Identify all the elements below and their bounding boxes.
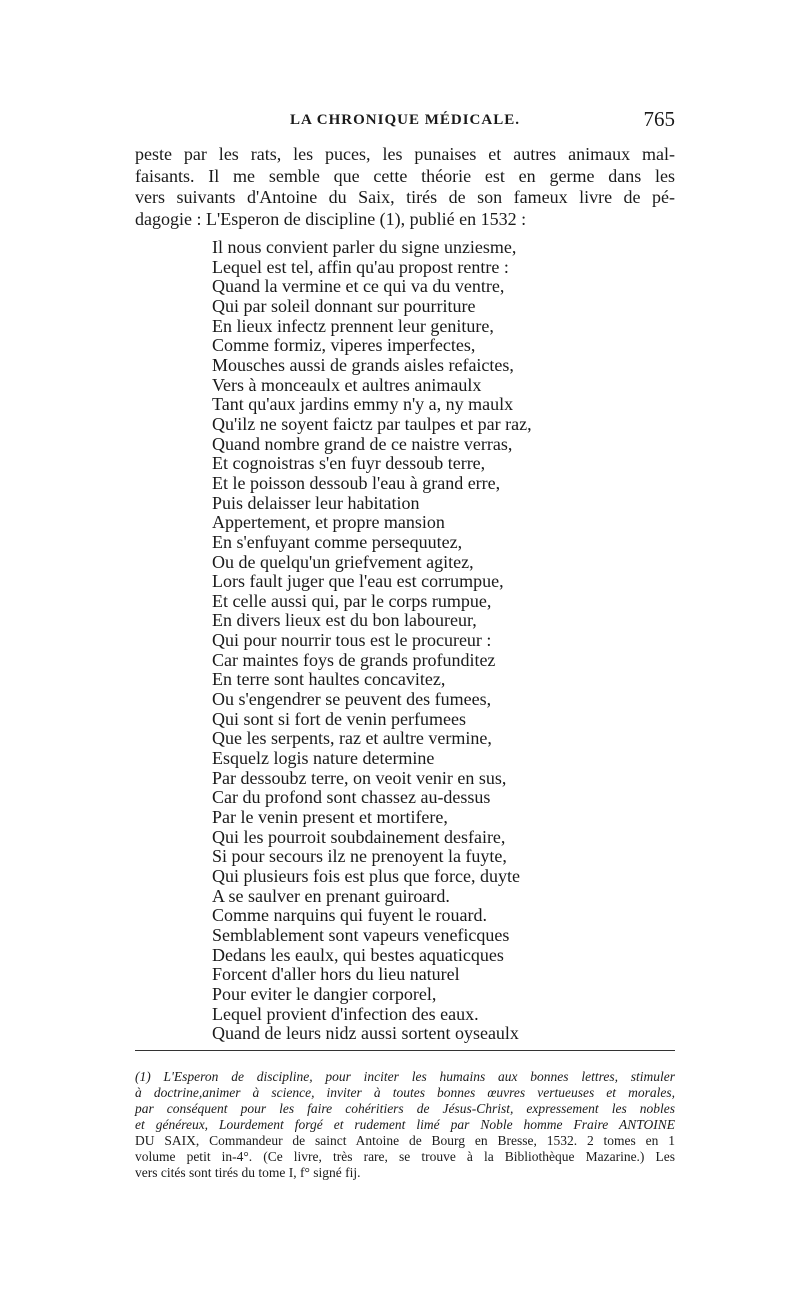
verse-line: Vers à monceaulx et aultres animaulx (212, 374, 482, 395)
footnote-line: vers cités sont tirés du tome I, f° signé fij. (135, 1165, 361, 1180)
intro-line: dagogie : L'Esperon de discipline (1), publié en 1532 : (135, 208, 527, 229)
footnote-line: volume petit in-4°. (Ce livre, très rare, se trouve à la Bibliothèque Mazarine.) Les (135, 1149, 675, 1164)
verse-line: En s'enfuyant comme persequutez, (212, 531, 463, 552)
verse-line: Lequel provient d'infection des eaux. (212, 1003, 479, 1024)
footnote-line: DU SAIX, Commandeur de sainct Antoine de Bourg en Bresse, 1532. 2 tomes en 1 (135, 1133, 675, 1148)
footnote (135, 1069, 675, 1181)
verse-line: En divers lieux est du bon laboureur, (212, 610, 477, 631)
verse-line: Qui pour nourrir tous est le procureur : (212, 630, 492, 651)
verse-line: Car du profond sont chassez au-dessus (212, 787, 491, 808)
intro-line: peste par les rats, les puces, les punaises et autres animaux mal- (135, 144, 675, 164)
verse-line: Quand nombre grand de ce naistre verras, (212, 433, 513, 454)
verse-line: Mousches aussi de grands aisles refaictes, (212, 354, 514, 375)
verse-line: Il nous convient parler du signe unziesme, (212, 237, 517, 257)
verse-line: Qui par soleil donnant sur pourriture (212, 295, 476, 316)
verse-line: Qu'ilz ne soyent faictz par taulpes et par raz, (212, 413, 532, 434)
verse-line: Par dessoubz terre, on veoit venir en sus, (212, 767, 507, 788)
verse-line: Esquelz logis nature determine (212, 748, 435, 769)
verse-line: Et le poisson dessoub l'eau à grand erre, (212, 472, 501, 493)
verse-line: Quand la vermine et ce qui va du ventre, (212, 276, 505, 297)
verse-line: Ou de quelqu'un griefvement agitez, (212, 551, 474, 572)
intro-paragraph (135, 144, 675, 230)
verse-line: Qui les pourroit soubdainement desfaire, (212, 826, 506, 847)
verse-line: Car maintes foys de grands profunditez (212, 649, 496, 670)
footnote-rule (135, 1050, 675, 1051)
verse-line: Dedans les eaulx, qui bestes aquaticques (212, 944, 504, 965)
verse-line: Si pour secours ilz ne prenoyent la fuyte, (212, 846, 507, 867)
verse-line: En terre sont haultes concavitez, (212, 669, 446, 690)
page-number: 765 (643, 107, 675, 131)
footnote-line: par conséquent pour les faire cohéritiers de Jésus-Christ, expressement les nobles (135, 1101, 675, 1116)
verse-line: Forcent d'aller hors du lieu naturel (212, 964, 460, 985)
verse-line: Puis delaisser leur habitation (212, 492, 420, 513)
verse-line: Tant qu'aux jardins emmy n'y a, ny maulx (212, 394, 514, 415)
verse-line: Que les serpents, raz et aultre vermine, (212, 728, 492, 749)
footnote-line: et généreux, Lourdement forgé et rudement limé par Noble homme Fraire ANTOINE (135, 1117, 675, 1132)
verse-line: Semblablement sont vapeurs veneficques (212, 924, 510, 945)
running-title: LA CHRONIQUE MÉDICALE. (290, 112, 520, 128)
intro-line: faisants. Il me semble que cette théorie est en germe dans les (135, 165, 675, 186)
verse-line: Et cognoistras s'en fuyr dessoub terre, (212, 453, 486, 474)
verse-line: Qui plusieurs fois est plus que force, duyte (212, 866, 520, 886)
verse-line: En lieux infectz prennent leur geniture, (212, 315, 494, 336)
running-head (135, 109, 675, 133)
verse-line: Lequel est tel, affin qu'au propost rentre : (212, 256, 509, 277)
verse-line: Comme formiz, viperes imperfectes, (212, 335, 476, 356)
verse-line: Lors fault juger que l'eau est corrumpue, (212, 571, 504, 592)
footnote-line: à doctrine,animer à science, inviter à toutes bonnes œuvres vertueuses et morales, (135, 1085, 675, 1100)
intro-line: vers suivants d'Antoine du Saix, tirés de son fameux livre de pé- (135, 187, 675, 207)
verse-line: Ou s'engendrer se peuvent des fumees, (212, 689, 492, 710)
verse-line: Comme narquins qui fuyent le rouard. (212, 905, 487, 926)
verse-line: Et celle aussi qui, par le corps rumpue, (212, 590, 492, 611)
verse-line: Appertement, et propre mansion (212, 512, 445, 533)
footnote-line: (1) L'Esperon de discipline, pour inciter les humains aux bonnes lettres, stimuler (135, 1069, 675, 1084)
verse-line: Par le venin present et mortifere, (212, 807, 448, 828)
verse-line: Quand de leurs nidz aussi sortent oyseaulx (212, 1023, 519, 1044)
verse-block (212, 238, 592, 1044)
verse-line: A se saulver en prenant guiroard. (212, 885, 450, 906)
verse-line: Qui sont si fort de venin perfumees (212, 708, 466, 729)
verse-line: Pour eviter le dangier corporel, (212, 983, 437, 1004)
